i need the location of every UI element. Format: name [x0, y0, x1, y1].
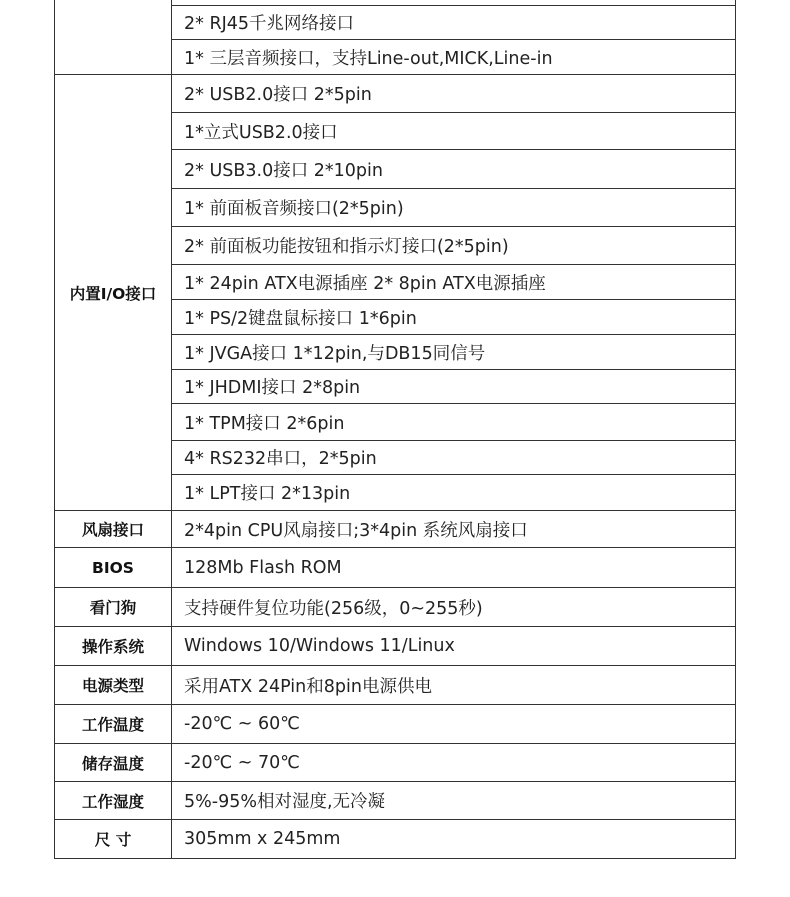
row-value: 2* 前面板功能按钮和指示灯接口(2*5pin) — [172, 227, 736, 265]
row-value: Windows 10/Windows 11/Linux — [172, 627, 736, 666]
row-value: 采用ATX 24Pin和8pin电源供电 — [172, 666, 736, 705]
table-row — [55, 666, 736, 705]
row-value: 4* RS232串口，2*5pin — [172, 441, 736, 475]
row-value: 305mm x 245mm — [172, 820, 736, 859]
row-value: 1* PS/2键盘鼠标接口 1*6pin — [172, 300, 736, 335]
table-row — [55, 705, 736, 744]
row-value: 1* TPM接口 2*6pin — [172, 404, 736, 441]
row-label-watchdog: 看门狗 — [55, 588, 172, 627]
row-value: -20℃ ~ 70℃ — [172, 744, 736, 782]
spec-table — [54, 0, 736, 859]
row-value: -20℃ ~ 60℃ — [172, 705, 736, 744]
table-row — [55, 511, 736, 548]
row-value: 1* JVGA接口 1*12pin,与DB15同信号 — [172, 335, 736, 370]
row-value: 2* USB2.0接口 2*5pin — [172, 75, 736, 113]
row-value: 2* USB3.0接口 2*10pin — [172, 150, 736, 189]
table-row — [55, 782, 736, 820]
table-row — [55, 820, 736, 859]
row-value: 2* RJ45千兆网络接口 — [172, 6, 736, 40]
row-value: 1* 前面板音频接口(2*5pin) — [172, 189, 736, 227]
row-value: 1* 三层音频接口，支持Line-out,MICK,Line-in — [172, 40, 736, 75]
row-label-op-temp: 工作温度 — [55, 705, 172, 744]
table-row — [55, 627, 736, 666]
row-label-internal-io: 内置I/O接口 — [55, 75, 172, 511]
row-label-os: 操作系统 — [55, 627, 172, 666]
row-value: 1*立式USB2.0接口 — [172, 113, 736, 150]
row-label-fan: 风扇接口 — [55, 511, 172, 548]
table-row — [55, 548, 736, 588]
row-label-bios: BIOS — [55, 548, 172, 588]
row-value: 5%-95%相对湿度,无冷凝 — [172, 782, 736, 820]
row-value: 1* LPT接口 2*13pin — [172, 475, 736, 511]
table-row — [55, 588, 736, 627]
row-label-power: 电源类型 — [55, 666, 172, 705]
row-value: 128Mb Flash ROM — [172, 548, 736, 588]
row-label-storage-temp: 储存温度 — [55, 744, 172, 782]
table-row — [55, 75, 736, 113]
row-label-continued — [55, 0, 172, 75]
row-value: 支持硬件复位功能(256级，0~255秒) — [172, 588, 736, 627]
table-row — [55, 744, 736, 782]
row-value: 1* JHDMI接口 2*8pin — [172, 370, 736, 404]
row-label-size: 尺 寸 — [55, 820, 172, 859]
row-value: 2*4pin CPU风扇接口;3*4pin 系统风扇接口 — [172, 511, 736, 548]
row-label-humidity: 工作湿度 — [55, 782, 172, 820]
row-value: 1* 24pin ATX电源插座 2* 8pin ATX电源插座 — [172, 265, 736, 300]
